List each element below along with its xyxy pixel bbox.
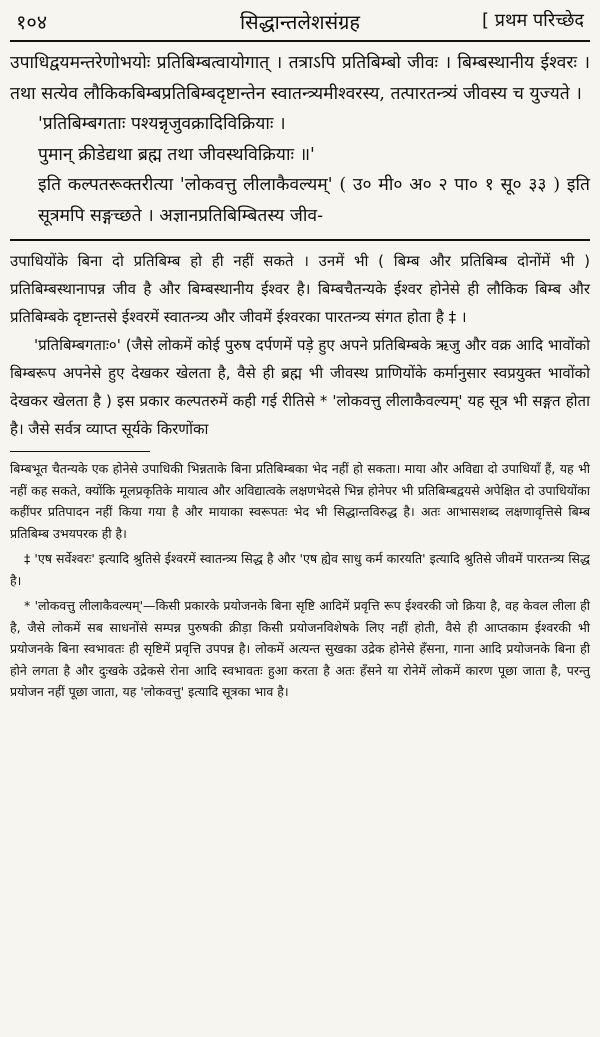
footnotes xyxy=(10,458,590,703)
page-number: १०४ xyxy=(16,10,48,34)
footnote-continuation: बिम्बभूत चैतन्यके एक होनेसे उपाधिकी भिन्नताके बिना प्रतिबिम्बका भेद नहीं हो सकता। माया और अविद्या दो उपाधियाँ हैं, यह भी नहीं कह सकते, क्योंकि मूलप्रकृतिके मायात्व और अविद्यात्वके लक्षणभेदसे भिन्न होनेपर भी प्रतिबिम्बद्वयसे अपेक्षित दो उपाधियोंका कहींपर प्रतिपादन नहीं किया गया है और मायाका स्वरूपतः भेद भी सिद्धान्तविरुद्ध है। अतः आभासशब्द लक्षणावृत्तिसे बिम्ब प्रतिबिम्ब उभयपरक ही है। xyxy=(10,461,590,541)
page-header xyxy=(10,0,590,42)
sanskrit-paragraph: उपाधिद्वयमन्तरेणोभयोः प्रतिबिम्बत्वायोगात् । तत्राऽपि प्रतिबिम्बो जीवः । बिम्बस्थानीय ईश्वरः । तथा सत्येव लौकिकबिम्बप्रतिबिम्बदृष्टान्तेन स्वातन्त्र्यमीश्वरस्य, तत्पारतन्त्र्यं जीवस्य च युज्यते । xyxy=(10,53,590,104)
sanskrit-paragraph: इति कल्पतरूक्तरीत्या 'लोकवत्तु लीलाकैवल्यम्' ( उ० मी० अ० २ पा० १ सू० ३३ ) इति सूत्रमपि सङ्गच्छते । अज्ञानप्रतिबिम्बितस्य जीव- xyxy=(38,175,590,226)
section-divider xyxy=(10,239,590,241)
running-title: सिद्धान्तलेशसंग्रह xyxy=(240,10,360,34)
sanskrit-text xyxy=(10,48,590,231)
footnote: * 'लोकवत्तु लीलाकैवल्यम्'—किसी प्रकारके प्रयोजनके बिना सृष्टि आदिमें प्रवृत्ति रूप ईश्वरकी जो क्रिया है, वह केवल लीला ही है, जैसे लोकमें सब साधनोंसे सम्पन्न पुरुषकी क्रीड़ा किसी प्रयोजनविशेषके लिए नहीं होती, वैसे ही आप्तकाम ईश्वरकी भी प्रयोजनके बिना स्वभावतः ही सृष्टिमें प्रवृत्ति उपपन्न है। लोकमें अत्यन्त सुखका उद्रेक होनेसे हँसना, गाना आदि प्रयोजनके बिना ही होने लगता है और दुःखके उद्रेकसे रोना आदि स्वभावतः हुआ करता है अतः हँसने या रोनेमें लोकमें कारण पूछा जाता है, परन्तु प्रयोजन नहीं पूछा जाता, यह 'लोकवत्तु' इत्यादि सूत्रका भाव है। xyxy=(10,598,590,699)
footnote: ‡ 'एष सर्वेश्वरः' इत्यादि श्रुतिसे ईश्वरमें स्वातन्त्र्य सिद्ध है और 'एष ह्येव साधु कर्म कारयति' इत्यादि श्रुतिसे जीवमें पारतन्त्र्य सिद्ध है। xyxy=(10,551,590,588)
translation-paragraph: उपाधियोंके बिना दो प्रतिबिम्ब हो ही नहीं सकते । उनमें भी ( बिम्ब और प्रतिबिम्ब दोनोंमें भी ) प्रतिबिम्बस्थानापन्न जीव है और बिम्बस्थानीय ईश्वर है। बिम्बचैतन्यके ईश्वर होनेसे ही लौकिक बिम्ब और प्रतिबिम्बके दृष्टान्तसे ईश्वरमें स्वातन्त्र्य और जीवमें ईश्वरका पारतन्त्र्य संगत होता है ‡ । xyxy=(10,252,590,326)
verse-line: 'प्रतिबिम्बगताः पश्यन्नृजुवक्रादिविक्रियाः । xyxy=(38,114,286,134)
footnote-divider xyxy=(10,451,150,452)
hindi-translation xyxy=(10,247,590,443)
translation-paragraph: 'प्रतिबिम्बगताः०' (जैसे लोकमें कोई पुरुष दर्पणमें पड़े हुए अपने प्रतिबिम्बके ऋजु और वक्र आदि भावोंको बिम्बरूप अपनेसे हुए देखकर खेलता है, वैसे ही ब्रह्म भी जीवस्थ प्राणियोंके कर्मानुसार स्वप्रयुक्त भावोंको देखकर खेलता है ) इस प्रकार कल्पतरुमें कही गई रीतिसे * 'लोकवत्तु लीलाकैवल्यम्' यह सूत्र भी सङ्गत होता है। जैसे सर्वत्र व्याप्त सूर्यके किरणोंका xyxy=(10,336,590,438)
section-heading: [ प्रथम परिच्छेद xyxy=(481,10,584,31)
verse-line: पुमान् क्रीडेद्यथा ब्रह्म तथा जीवस्थविक्रियाः ॥' xyxy=(38,144,315,165)
